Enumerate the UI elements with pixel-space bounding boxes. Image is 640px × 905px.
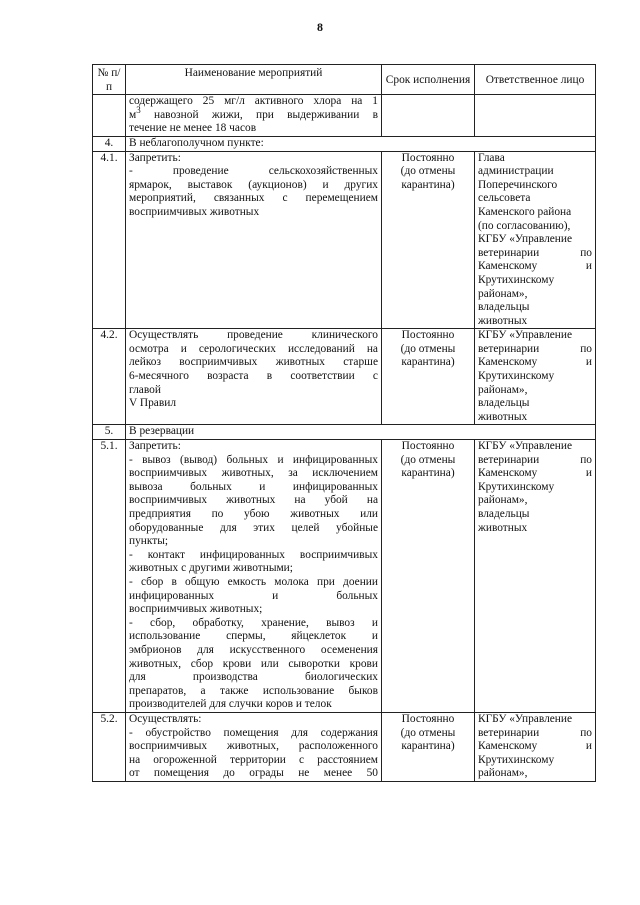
- cell-term: Постоянно (до отмены карантина): [382, 712, 475, 781]
- table-header-row: [93, 65, 596, 95]
- header-resp: Ответственное лицо: [475, 65, 596, 95]
- table-row-4-1: [93, 151, 596, 329]
- cell-num: 4.1.: [93, 151, 126, 329]
- section-num: 5.: [93, 425, 126, 440]
- cell-name: Осуществлять проведение клинического осмотра и серологических исследований на лейкоз восприимчивых животных старше 6-месячного возраста в соответствии с главой V Правил: [126, 329, 382, 425]
- cell-resp: КГБУ «Управление ветеринарии по Каменскому и Крутихинскому районам»,: [475, 712, 596, 781]
- measures-table: [92, 64, 596, 782]
- cell-num: 5.2.: [93, 712, 126, 781]
- table-row-4-2: [93, 329, 596, 425]
- cell-term: Постоянно (до отмены карантина): [382, 329, 475, 425]
- table-row-5-2: [93, 712, 596, 781]
- cell-term: Постоянно (до отмены карантина): [382, 440, 475, 713]
- section-row-5: [93, 425, 596, 440]
- cell-name: содержащего 25 мг/л активного хлора на 1 $м^3$ навозной жижи, при выдерживании в течение не менее 18 часов: [126, 95, 382, 137]
- page-number: 8: [317, 20, 323, 34]
- cell-name: Запретить: - вывоз (вывод) больных и инфицированных восприимчивых животных, за исключением вывоза больных и инфицированных восприимчивых животных на убой на предприятия по убою животных или оборудованные для этих целей убойные пункты; - контакт инфицированных восприимчивых животных с другими животными; - сбор в общую емкость молока при доении инфицированных и больных восприимчивых животных; - сбор, обработку, хранение, вывоз и использование спермы, яйцеклеток и эмбрионов для искусственного осеменения животных, сбор крови или сыворотки крови для производства биологических препаратов, а также использование быков производителей для случки коров и телок: [126, 440, 382, 713]
- header-name: Наименование мероприятий: [126, 65, 382, 95]
- header-num: № п/п: [93, 65, 126, 95]
- cell-term: [382, 95, 475, 137]
- cell-num: 4.2.: [93, 329, 126, 425]
- cell-name: Осуществлять: - обустройство помещения для содержания восприимчивых животных, расположенного на огороженной территории с расстоянием от помещения до ограды не менее 50: [126, 712, 382, 781]
- section-title: В резервации: [126, 425, 596, 440]
- cell-term: Постоянно (до отмены карантина): [382, 151, 475, 329]
- cell-num: [93, 95, 126, 137]
- header-term: Срок исполнения: [382, 65, 475, 95]
- table-row-continuation: [93, 95, 596, 137]
- cell-num: 5.1.: [93, 440, 126, 713]
- table-row-5-1: [93, 440, 596, 713]
- cell-resp: КГБУ «Управление ветеринарии по Каменскому и Крутихинскому районам», владельцы животных: [475, 440, 596, 713]
- cell-resp: [475, 95, 596, 137]
- cell-name: Запретить: - проведение сельскохозяйственных ярмарок, выставок (аукционов) и других мероприятий, связанных с перемещением восприимчивых животных: [126, 151, 382, 329]
- section-num: 4.: [93, 136, 126, 151]
- cell-resp: Глава администрации Поперечинского сельсовета Каменского района (по согласованию), КГБУ «Управление ветеринарии по Каменскому и Крутихинскому районам», владельцы животных: [475, 151, 596, 329]
- cell-resp: КГБУ «Управление ветеринарии по Каменскому и Крутихинскому районам», владельцы животных: [475, 329, 596, 425]
- section-title: В неблагополучном пункте:: [126, 136, 596, 151]
- section-row-4: [93, 136, 596, 151]
